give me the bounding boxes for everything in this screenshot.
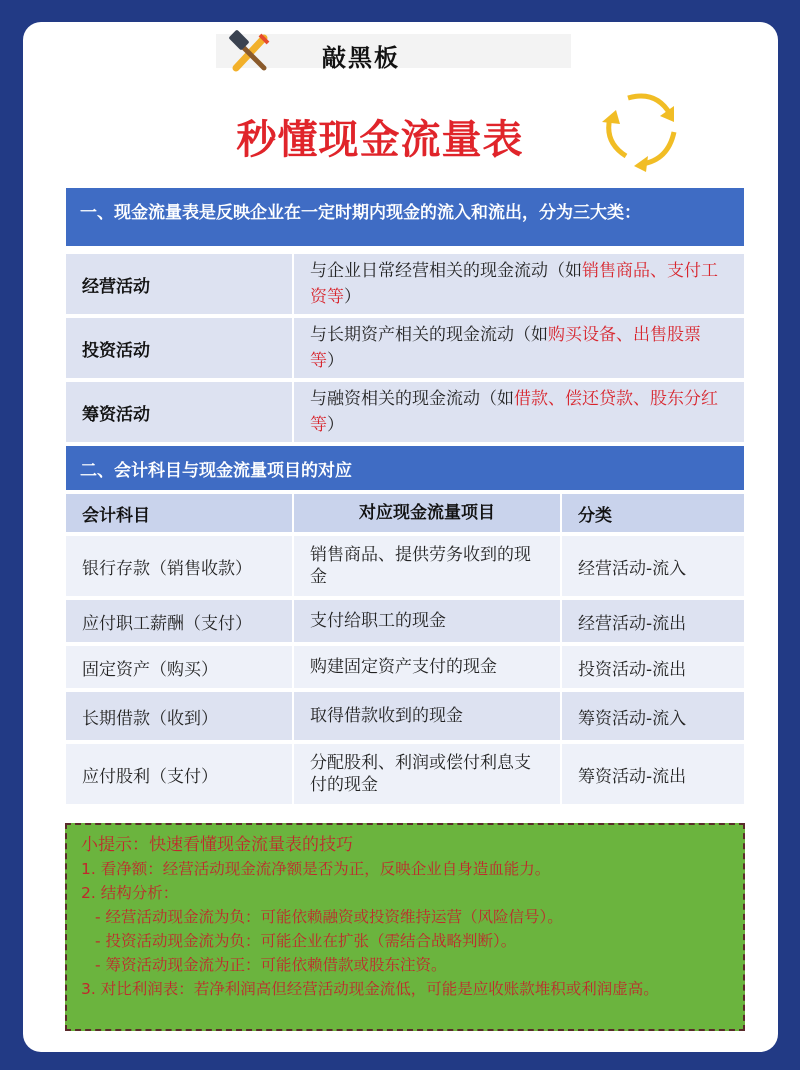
recycle-arrows-icon (598, 86, 684, 172)
column-header: 会计科目 (66, 494, 294, 532)
tips-title: 小提示：快速看懂现金流量表的技巧 (81, 835, 353, 855)
table-cell: 筹资活动-流入 (578, 708, 687, 729)
tips-box (65, 823, 745, 1031)
table-row (66, 598, 744, 642)
table-cell: 分配股利、利润或偿付利息支付的现金 (294, 744, 562, 804)
table-cell: 销售商品、提供劳务收到的现金 (294, 536, 562, 596)
brand-name: 敲黑板 (322, 43, 400, 72)
tips-line: 2. 结构分析： (81, 884, 179, 902)
table-cell: 经营活动-流入 (578, 558, 687, 579)
hammer-pencil-icon (226, 28, 274, 76)
table-row (66, 534, 744, 596)
tips-line: 3. 对比利润表：若净利润高但经营活动现金流低，可能是应收账款堆积或利润虚高。 (81, 980, 659, 998)
category-row-operating (66, 252, 744, 314)
table-cell: 应付股利（支付） (66, 744, 294, 804)
category-desc: 与长期资产相关的现金流动（如购买设备、出售股票等） (310, 325, 701, 371)
table-cell: 银行存款（销售收款） (66, 536, 294, 596)
table-cell: 筹资活动-流出 (578, 766, 687, 787)
column-header: 分类 (578, 505, 612, 526)
category-name: 投资活动 (66, 318, 294, 378)
table-row (66, 644, 744, 688)
category-desc: 与企业日常经营相关的现金流动（如销售商品、支付工资等） (310, 261, 718, 307)
category-row-investing (66, 316, 744, 378)
section2-heading: 二、会计科目与现金流量项目的对应 (66, 446, 744, 490)
tips-line: - 投资活动现金流为负：可能企业在扩张（需结合战略判断）。 (95, 932, 517, 950)
tips-line: - 筹资活动现金流为正：可能依赖借款或股东注资。 (95, 956, 447, 974)
table-header (66, 492, 744, 532)
table-cell: 支付给职工的现金 (294, 600, 562, 642)
tips-line: 1. 看净额：经营活动现金流净额是否为正，反映企业自身造血能力。 (81, 860, 551, 878)
table-row (66, 742, 744, 804)
table-cell: 固定资产（购买） (66, 646, 294, 688)
tips-line: - 经营活动现金流为负：可能依赖融资或投资维持运营（风险信号）。 (95, 908, 563, 926)
category-row-financing (66, 380, 744, 442)
category-desc: 与融资相关的现金流动（如借款、偿还贷款、股东分红等） (310, 389, 718, 435)
category-name: 筹资活动 (66, 382, 294, 442)
table-cell: 应付职工薪酬（支付） (66, 600, 294, 642)
table-cell: 长期借款（收到） (66, 692, 294, 740)
section1-heading: 一、现金流量表是反映企业在一定时期内现金的流入和流出，分为三大类： (66, 188, 744, 246)
column-header: 对应现金流量项目 (294, 494, 562, 532)
page-title: 秒懂现金流量表 (236, 117, 524, 163)
table-cell: 购建固定资产支付的现金 (294, 646, 562, 688)
table-cell: 取得借款收到的现金 (294, 692, 562, 740)
category-name: 经营活动 (66, 254, 294, 314)
table-cell: 投资活动-流出 (578, 659, 687, 680)
table-row (66, 690, 744, 740)
table-cell: 经营活动-流出 (578, 613, 687, 634)
brand-banner (216, 34, 571, 72)
